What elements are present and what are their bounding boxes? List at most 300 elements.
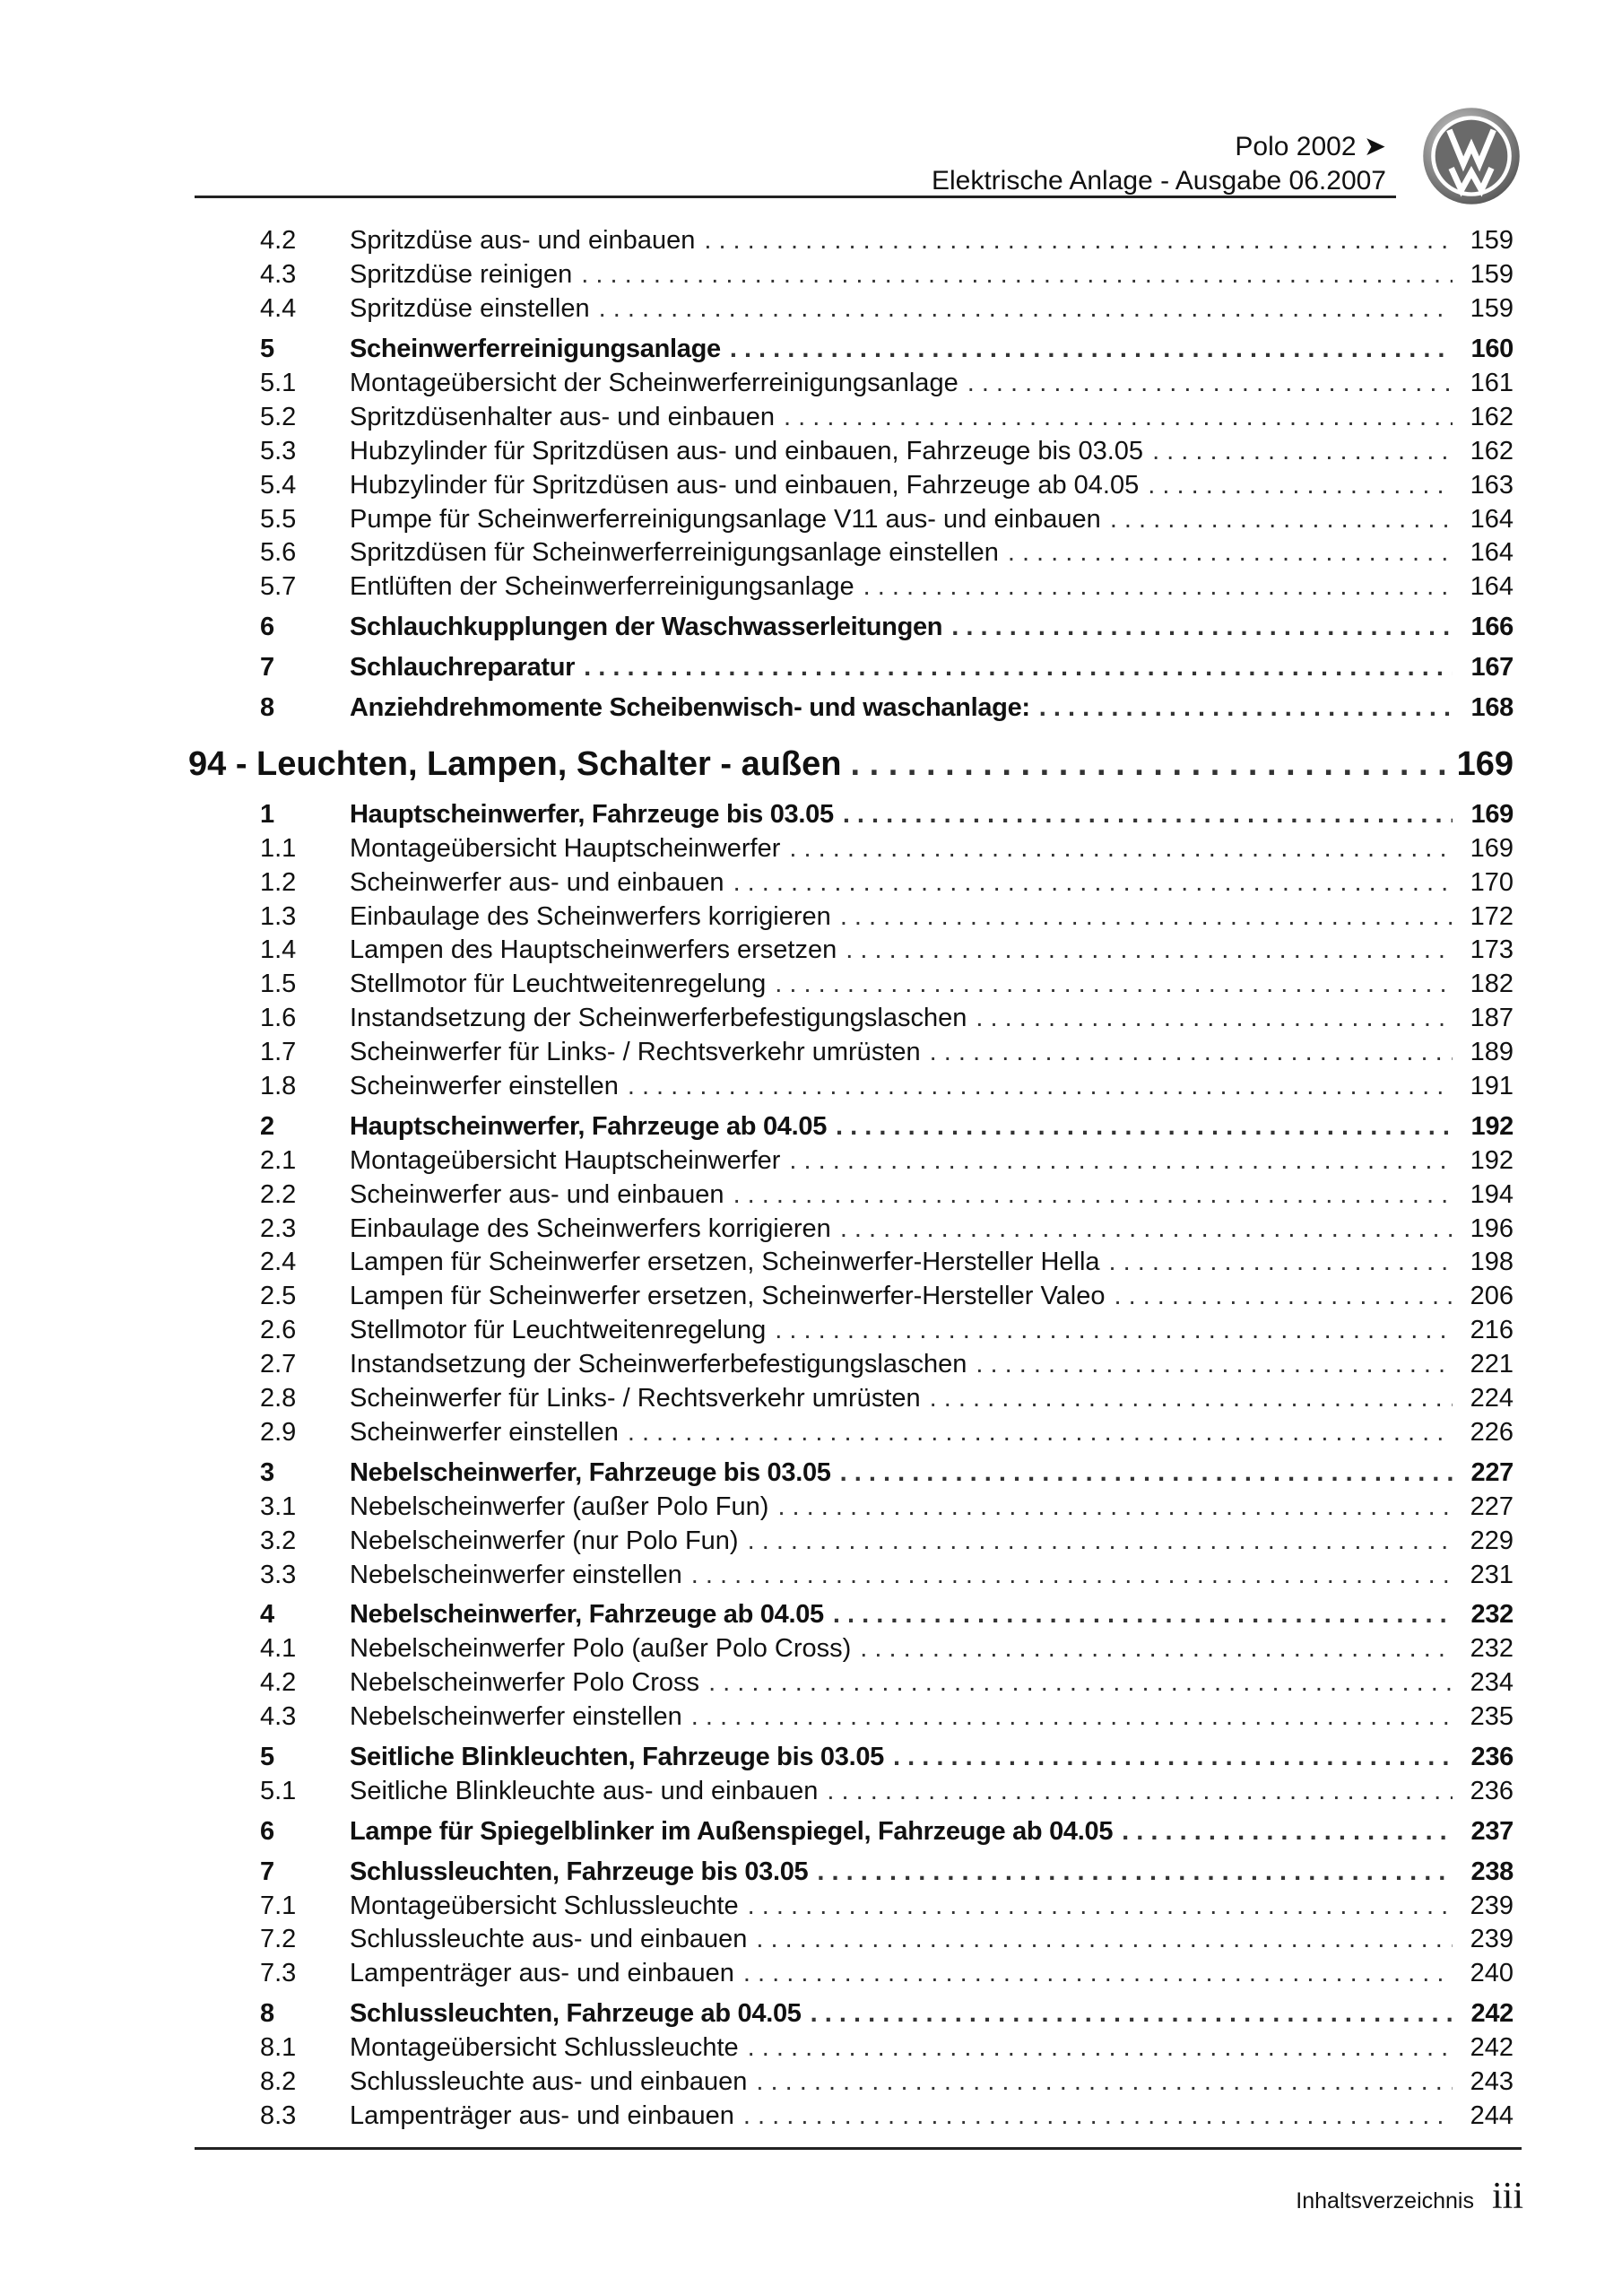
toc-title: Nebelscheinwerfer Polo Cross (350, 1668, 700, 1698)
toc-number: 6 (260, 613, 274, 642)
toc-number: 7.1 (260, 1891, 297, 1920)
toc-title: Spritzdüse einstellen (350, 294, 590, 324)
dot-leader (951, 613, 1453, 642)
toc-title: Schlussleuchte aus- und einbauen (350, 1925, 748, 1954)
toc-number: 3 (260, 1457, 274, 1487)
toc-title: Entlüften der Scheinwerferreinigungsanlage (350, 572, 854, 602)
toc-title-line (350, 653, 1514, 683)
toc-title: Scheinwerfer einstellen (350, 1072, 619, 1101)
toc-page-number: 239 (1470, 1925, 1514, 1954)
dot-leader (976, 1004, 1453, 1033)
toc-title: Scheinwerfer aus- und einbauen (350, 867, 724, 897)
toc-title: Nebelscheinwerfer einstellen (350, 1560, 682, 1589)
toc-title-line (350, 1146, 1514, 1176)
toc-title-line (188, 745, 1514, 784)
toc-subsection[interactable] (188, 1957, 1514, 1991)
dot-leader (628, 1418, 1453, 1448)
toc-subsection[interactable] (188, 831, 1514, 865)
dot-leader (840, 902, 1453, 932)
toc-number: 8 (260, 693, 274, 723)
toc-page-number: 164 (1470, 504, 1514, 534)
toc-number: 5 (260, 1742, 274, 1771)
toc-number: 1.8 (260, 1072, 297, 1101)
toc-page-number: 166 (1470, 613, 1514, 642)
toc-title-line (350, 538, 1514, 568)
dot-leader (840, 1458, 1453, 1488)
toc-section[interactable] (188, 1456, 1514, 1490)
dot-leader (784, 403, 1453, 432)
toc-page-number: 168 (1470, 693, 1514, 723)
toc-title-line (350, 1857, 1514, 1887)
toc-subsection[interactable] (188, 502, 1514, 536)
dot-leader (1148, 471, 1453, 500)
dot-leader (863, 572, 1453, 602)
toc-number: 5 (260, 335, 274, 364)
toc-page-number: 239 (1470, 1891, 1514, 1920)
toc-title: Nebelscheinwerfer, Fahrzeuge ab 04.05 (350, 1600, 824, 1630)
toc-title-line (350, 1418, 1514, 1448)
toc-section[interactable] (188, 1109, 1514, 1144)
toc-title-line (350, 2067, 1514, 2097)
toc-title-line (350, 1038, 1514, 1067)
toc-number: 5.6 (260, 538, 297, 568)
toc-title-line (350, 403, 1514, 432)
toc-page-number: 160 (1470, 335, 1514, 364)
toc-number: 1.1 (260, 833, 297, 863)
toc-title-line (350, 693, 1514, 723)
toc-page-number: 240 (1470, 1959, 1514, 1988)
toc-page-number: 224 (1470, 1384, 1514, 1413)
toc-title-line (350, 1112, 1514, 1142)
vw-logo-icon (1421, 106, 1522, 206)
toc-title: Hubzylinder für Spritzdüsen aus- und einbauen, Fahrzeuge bis 03.05 (350, 436, 1144, 465)
dot-leader (1122, 1817, 1453, 1847)
toc-title: Scheinwerfer für Links- / Rechtsverkehr umrüsten (350, 1384, 921, 1413)
dot-leader (1152, 437, 1453, 466)
page-header (0, 0, 1622, 206)
toc-title-line (350, 1492, 1514, 1522)
toc-title: Spritzdüse reinigen (350, 260, 573, 290)
dot-leader (733, 868, 1453, 898)
toc-title-line (350, 834, 1514, 864)
toc-title-line (350, 935, 1514, 965)
toc-number: 5.4 (260, 470, 297, 500)
dot-leader (775, 970, 1453, 999)
toc-title: Schlussleuchten, Fahrzeuge ab 04.05 (350, 1999, 802, 2029)
dot-leader (691, 1561, 1453, 1590)
toc-page-number: 192 (1470, 1145, 1514, 1175)
toc-subsection[interactable] (188, 570, 1514, 604)
dot-leader (976, 1350, 1453, 1379)
toc-number: 4.2 (260, 226, 297, 256)
toc-title-line (350, 1248, 1514, 1277)
toc-title-line (350, 2033, 1514, 2063)
toc-page-number: 162 (1470, 436, 1514, 465)
toc-title-line (350, 335, 1514, 364)
toc-title: Lampenträger aus- und einbauen (350, 1959, 734, 1988)
toc-title: Hauptscheinwerfer, Fahrzeuge ab 04.05 (350, 1111, 828, 1141)
toc-number: 4.3 (260, 1702, 297, 1732)
toc-title: Lampen des Hauptscheinwerfers ersetzen (350, 935, 837, 965)
toc-number: 2.1 (260, 1145, 297, 1175)
toc-title: Spritzdüsenhalter aus- und einbauen (350, 402, 775, 431)
toc-title: Schlauchkupplungen der Waschwasserleitungen (350, 613, 943, 642)
toc-page-number: 232 (1470, 1634, 1514, 1664)
toc-title: Montageübersicht der Scheinwerferreinigungsanlage (350, 369, 958, 397)
toc-title: Spritzdüse aus- und einbauen (350, 226, 696, 256)
toc-title-line (350, 1892, 1514, 1921)
toc-subsection[interactable] (188, 367, 1514, 401)
toc-number: 5.3 (260, 436, 297, 465)
toc-page-number: 227 (1470, 1457, 1514, 1487)
toc-title: Hubzylinder für Spritzdüsen aus- und einbauen, Fahrzeuge ab 04.05 (350, 470, 1140, 500)
toc-number: 1 (260, 799, 274, 829)
toc-subsection[interactable] (188, 1558, 1514, 1592)
toc-subsection[interactable] (188, 1632, 1514, 1666)
toc-section[interactable] (188, 1855, 1514, 1889)
toc-subsection[interactable] (188, 1348, 1514, 1382)
toc-subsection[interactable] (188, 258, 1514, 292)
toc-subsection[interactable] (188, 400, 1514, 434)
dot-leader (930, 1038, 1453, 1067)
toc-title: Nebelscheinwerfer einstellen (350, 1702, 682, 1732)
dot-leader (743, 2101, 1453, 2131)
toc-title-line (350, 1817, 1514, 1847)
toc-number: 2.4 (260, 1248, 297, 1277)
toc-title: Nebelscheinwerfer, Fahrzeuge bis 03.05 (350, 1457, 831, 1487)
toc-title-line (350, 1526, 1514, 1556)
toc-section[interactable] (188, 333, 1514, 367)
toc-number: 7.2 (260, 1925, 297, 1954)
toc-subsection[interactable] (188, 1889, 1514, 1923)
toc-title: Lampen für Scheinwerfer ersetzen, Scheinwerfer-Hersteller Hella (350, 1248, 1100, 1277)
toc-subsection[interactable] (188, 1178, 1514, 1212)
dot-leader (704, 226, 1453, 256)
toc-number: 4.4 (260, 294, 297, 324)
toc-title-line (350, 369, 1514, 398)
dot-leader (827, 1777, 1453, 1806)
dot-leader (1114, 1282, 1453, 1311)
dot-leader (584, 653, 1453, 683)
dot-leader (930, 1384, 1453, 1413)
toc-page-number: 187 (1470, 1004, 1514, 1033)
toc-title: Scheinwerfer einstellen (350, 1417, 619, 1447)
toc-title: Instandsetzung der Scheinwerferbefestigungslaschen (350, 1004, 967, 1033)
toc-title: Stellmotor für Leuchtweitenregelung (350, 1316, 767, 1345)
toc-page-number: 159 (1470, 260, 1514, 290)
toc-number: 1.2 (260, 867, 297, 897)
toc-title-line (350, 1925, 1514, 1954)
toc-number: 2.6 (260, 1316, 297, 1345)
toc-subsection[interactable] (188, 2031, 1514, 2066)
toc-subsection[interactable] (188, 1923, 1514, 1957)
toc-page-number: 198 (1470, 1248, 1514, 1277)
toc-title-line (350, 868, 1514, 898)
dot-leader (836, 1112, 1453, 1142)
toc-subsection[interactable] (188, 968, 1514, 1002)
table-of-contents (188, 224, 1514, 2133)
toc-title-line (350, 1384, 1514, 1413)
toc-title: Montageübersicht Schlussleuchte (350, 2033, 739, 2063)
toc-subsection[interactable] (188, 1524, 1514, 1558)
toc-section[interactable] (188, 1598, 1514, 1632)
dot-leader (748, 1892, 1453, 1921)
toc-subsection[interactable] (188, 536, 1514, 570)
dot-leader (811, 1999, 1453, 2029)
toc-page-number: 235 (1470, 1702, 1514, 1732)
toc-number: 6 (260, 1816, 274, 1846)
toc-title-line (350, 1458, 1514, 1488)
toc-title-line (350, 1561, 1514, 1590)
toc-title: 94 - Leuchten, Lampen, Schalter - außen (188, 744, 842, 783)
header-divider (195, 196, 1396, 198)
toc-section[interactable] (188, 1741, 1514, 1775)
toc-page-number: 242 (1470, 2033, 1514, 2063)
toc-title: Instandsetzung der Scheinwerferbefestigungslaschen (350, 1350, 967, 1379)
dot-leader (789, 834, 1453, 864)
toc-title: Stellmotor für Leuchtweitenregelung (350, 970, 767, 999)
toc-page-number: 234 (1470, 1668, 1514, 1698)
toc-title-line (350, 800, 1514, 830)
toc-page-number: 170 (1470, 867, 1514, 897)
footer-divider (195, 2147, 1522, 2150)
toc-page-number: 216 (1470, 1316, 1514, 1345)
dot-leader (1008, 538, 1453, 568)
toc-number: 4.1 (260, 1634, 297, 1664)
toc-subsection[interactable] (188, 2099, 1514, 2133)
toc-page-number: 189 (1470, 1038, 1514, 1067)
toc-page-number: 164 (1470, 538, 1514, 568)
toc-number: 7 (260, 1857, 274, 1886)
toc-number: 7.3 (260, 1959, 297, 1988)
toc-number: 5.2 (260, 402, 297, 431)
dot-leader (967, 369, 1453, 398)
toc-page-number: 236 (1470, 1776, 1514, 1805)
toc-number: 8.1 (260, 2033, 297, 2063)
toc-title-line (350, 1668, 1514, 1698)
toc-title-line (350, 1702, 1514, 1732)
toc-subsection[interactable] (188, 1246, 1514, 1280)
dot-leader (843, 800, 1453, 830)
dot-leader (846, 935, 1453, 965)
toc-page-number: 221 (1470, 1350, 1514, 1379)
toc-title: Schlauchreparatur (350, 653, 576, 683)
dot-leader (756, 2067, 1453, 2097)
toc-section[interactable] (188, 797, 1514, 831)
toc-title: Montageübersicht Schlussleuchte (350, 1891, 739, 1920)
toc-title-line (350, 260, 1514, 290)
toc-number: 3.3 (260, 1560, 297, 1589)
toc-page-number: 167 (1470, 653, 1514, 683)
toc-number: 1.5 (260, 970, 297, 999)
toc-title: Lampe für Spiegelblinker im Außenspiegel, Fahrzeuge ab 04.05 (350, 1816, 1114, 1846)
toc-title-line (350, 1180, 1514, 1210)
toc-number: 8 (260, 1999, 274, 2029)
toc-number: 2 (260, 1111, 274, 1141)
toc-page-number: 159 (1470, 294, 1514, 324)
dot-leader (730, 335, 1453, 364)
dot-leader (777, 1492, 1453, 1522)
toc-title-line (350, 437, 1514, 466)
toc-page-number: 161 (1470, 369, 1514, 397)
toc-number: 3.1 (260, 1492, 297, 1521)
toc-subsection[interactable] (188, 224, 1514, 258)
toc-subsection[interactable] (188, 1314, 1514, 1348)
dot-leader (748, 2033, 1453, 2063)
toc-number: 8.3 (260, 2100, 297, 2130)
toc-number: 2.5 (260, 1282, 297, 1311)
toc-section[interactable] (188, 611, 1514, 645)
toc-page-number: 206 (1470, 1282, 1514, 1311)
dot-leader (599, 294, 1453, 324)
toc-title-line (350, 1600, 1514, 1630)
toc-subsection[interactable] (188, 2066, 1514, 2100)
toc-number: 5.7 (260, 572, 297, 602)
toc-title: Schlussleuchte aus- und einbauen (350, 2066, 748, 2096)
footer-label: Inhaltsverzeichnis (1296, 2188, 1474, 2213)
toc-page-number: 162 (1470, 402, 1514, 431)
dot-leader (775, 1316, 1453, 1345)
toc-page-number: 173 (1470, 935, 1514, 965)
toc-title-line (350, 1316, 1514, 1345)
toc-subsection[interactable] (188, 468, 1514, 502)
toc-subsection[interactable] (188, 292, 1514, 326)
toc-page-number: 229 (1470, 1526, 1514, 1555)
toc-title: Scheinwerferreinigungsanlage (350, 335, 721, 364)
toc-chapter[interactable] (188, 737, 1514, 791)
toc-title: Nebelscheinwerfer (nur Polo Fun) (350, 1526, 739, 1555)
toc-title: Montageübersicht Hauptscheinwerfer (350, 1145, 781, 1175)
toc-title: Schlussleuchten, Fahrzeuge bis 03.05 (350, 1857, 809, 1886)
toc-number: 1.3 (260, 901, 297, 931)
toc-number: 4.2 (260, 1668, 297, 1698)
toc-page-number: 169 (1456, 744, 1514, 783)
dot-leader (1039, 693, 1453, 723)
toc-page-number: 227 (1470, 1492, 1514, 1521)
toc-number: 5.1 (260, 1776, 297, 1805)
toc-title-line (350, 505, 1514, 535)
toc-page-number: 163 (1470, 470, 1514, 500)
toc-title: Pumpe für Scheinwerferreinigungsanlage V11 aus- und einbauen (350, 504, 1101, 534)
toc-number: 4 (260, 1600, 274, 1630)
document-title: Polo 2002 ➤ (1235, 132, 1386, 161)
toc-subsection[interactable] (188, 1036, 1514, 1070)
toc-title: Nebelscheinwerfer Polo (außer Polo Cross) (350, 1634, 852, 1664)
toc-title-line (350, 1743, 1514, 1772)
dot-leader (743, 1959, 1453, 1988)
dot-leader (860, 1634, 1453, 1664)
toc-number: 7 (260, 653, 274, 683)
toc-subsection[interactable] (188, 900, 1514, 934)
toc-section[interactable] (188, 1814, 1514, 1848)
toc-subsection[interactable] (188, 865, 1514, 900)
toc-page-number: 237 (1470, 1816, 1514, 1846)
toc-subsection[interactable] (188, 1002, 1514, 1036)
dot-leader (748, 1526, 1453, 1556)
toc-title-line (350, 902, 1514, 932)
toc-title: Scheinwerfer für Links- / Rechtsverkehr umrüsten (350, 1038, 921, 1067)
toc-title: Einbaulage des Scheinwerfers korrigieren (350, 1213, 831, 1243)
toc-title-line (350, 1350, 1514, 1379)
toc-title-line (350, 613, 1514, 642)
toc-title-line (350, 572, 1514, 602)
toc-number: 2.3 (260, 1213, 297, 1243)
toc-title-line (350, 1999, 1514, 2029)
toc-title: Seitliche Blinkleuchten, Fahrzeuge bis 03.05 (350, 1742, 884, 1771)
toc-subsection[interactable] (188, 1490, 1514, 1524)
toc-title-line (350, 1214, 1514, 1244)
toc-number: 5.1 (260, 369, 297, 397)
dot-leader (789, 1146, 1453, 1176)
toc-title-line (350, 226, 1514, 256)
dot-leader (581, 260, 1453, 290)
toc-page-number: 242 (1470, 1999, 1514, 2029)
dot-leader (691, 1702, 1453, 1732)
toc-subsection[interactable] (188, 1700, 1514, 1735)
toc-number: 3.2 (260, 1526, 297, 1555)
toc-subsection[interactable] (188, 1070, 1514, 1104)
toc-number: 2.8 (260, 1384, 297, 1413)
toc-title-line (350, 1004, 1514, 1033)
toc-subsection[interactable] (188, 434, 1514, 468)
toc-subsection[interactable] (188, 1666, 1514, 1700)
toc-title: Spritzdüsen für Scheinwerferreinigungsanlage einstellen (350, 538, 999, 568)
toc-subsection[interactable] (188, 1212, 1514, 1246)
toc-number: 2.9 (260, 1417, 297, 1447)
toc-page-number: 238 (1470, 1857, 1514, 1886)
toc-title-line (350, 471, 1514, 500)
toc-page-number: 243 (1470, 2066, 1514, 2096)
toc-subsection[interactable] (188, 1144, 1514, 1178)
toc-title: Anziehdrehmomente Scheibenwisch- und waschanlage: (350, 693, 1030, 723)
toc-section[interactable] (188, 1997, 1514, 2031)
toc-page-number: 244 (1470, 2100, 1514, 2130)
toc-section[interactable] (188, 651, 1514, 685)
toc-subsection[interactable] (188, 1280, 1514, 1314)
toc-page-number: 164 (1470, 572, 1514, 602)
dot-leader (1110, 505, 1453, 535)
toc-subsection[interactable] (188, 934, 1514, 968)
dot-leader (628, 1072, 1453, 1101)
toc-title: Hauptscheinwerfer, Fahrzeuge bis 03.05 (350, 799, 834, 829)
toc-title: Seitliche Blinkleuchte aus- und einbauen (350, 1776, 819, 1805)
toc-title-line (350, 294, 1514, 324)
dot-leader (833, 1600, 1453, 1630)
toc-subsection[interactable] (188, 1774, 1514, 1808)
toc-title: Scheinwerfer aus- und einbauen (350, 1179, 724, 1209)
toc-number: 2.2 (260, 1179, 297, 1209)
dot-leader (733, 1180, 1453, 1210)
toc-title-line (350, 1072, 1514, 1101)
toc-page-number: 232 (1470, 1600, 1514, 1630)
toc-number: 5.5 (260, 504, 297, 534)
toc-title: Nebelscheinwerfer (außer Polo Fun) (350, 1492, 769, 1521)
dot-leader (893, 1743, 1453, 1772)
toc-page-number: 236 (1470, 1742, 1514, 1771)
toc-page-number: 169 (1470, 799, 1514, 829)
toc-number: 8.2 (260, 2066, 297, 2096)
toc-subsection[interactable] (188, 1416, 1514, 1450)
toc-title: Lampenträger aus- und einbauen (350, 2100, 734, 2130)
toc-page-number: 169 (1470, 833, 1514, 863)
toc-section[interactable] (188, 691, 1514, 726)
toc-title-line (350, 1959, 1514, 1988)
toc-subsection[interactable] (188, 1382, 1514, 1416)
toc-page-number: 182 (1470, 970, 1514, 999)
toc-title-line (350, 970, 1514, 999)
toc-number: 1.6 (260, 1004, 297, 1033)
toc-page-number: 194 (1470, 1179, 1514, 1209)
